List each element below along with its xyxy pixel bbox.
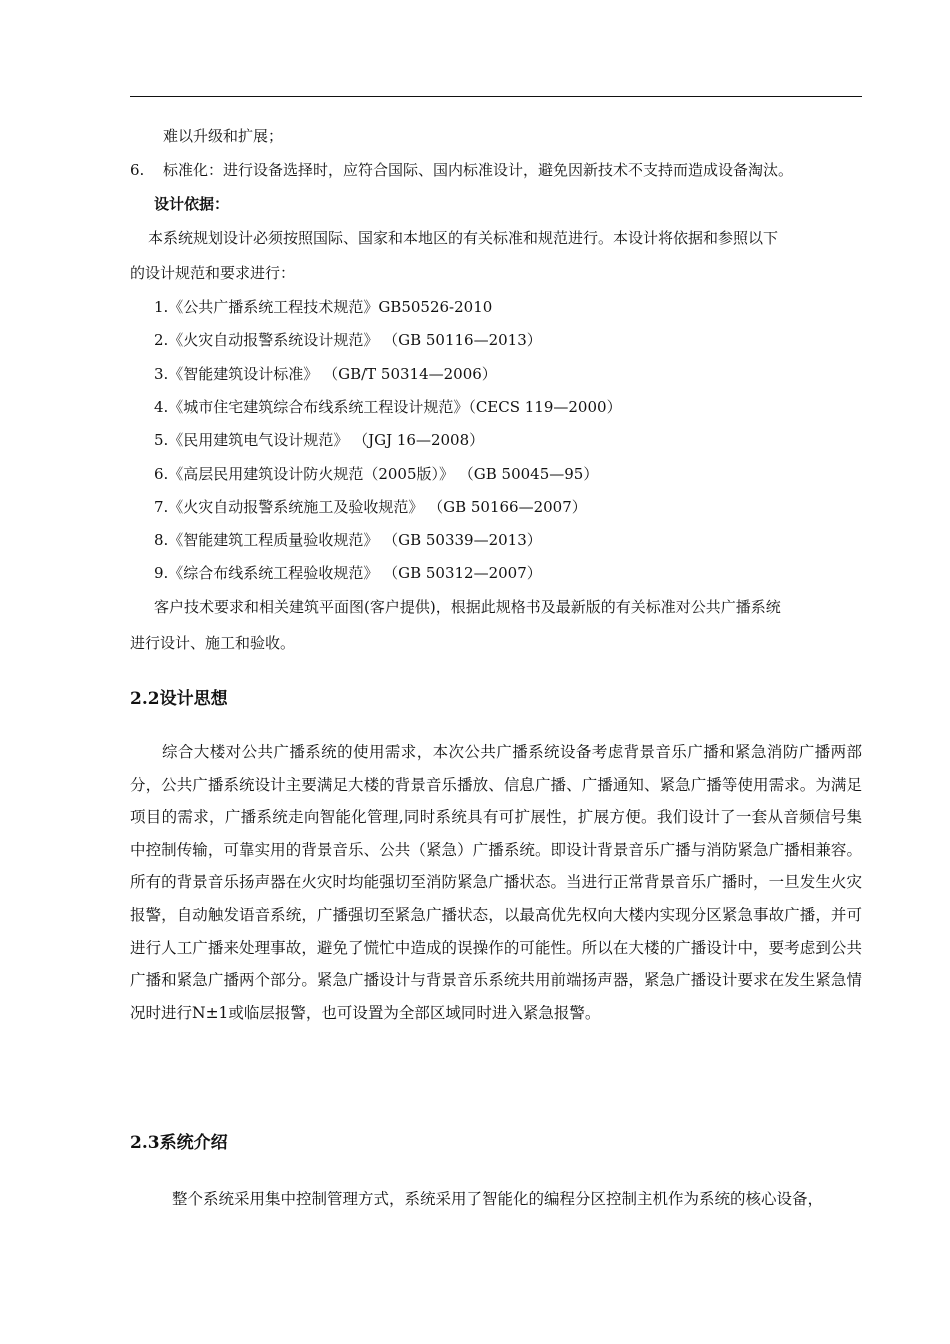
standard-item: 4.《城市住宅建筑综合布线系统工程设计规范》（CECS 119—2000） (154, 398, 622, 416)
design-basis-closing-line-2: 进行设计、施工和验收。 (130, 634, 296, 652)
standard-item: 9.《综合布线系统工程验收规范》 （GB 50312—2007） (154, 564, 542, 582)
standard-item: 5.《民用建筑电气设计规范》 （JGJ 16—2008） (154, 431, 485, 449)
section-2-3-heading: 2.3系统介绍 (130, 1133, 228, 1153)
standard-item: 2.《火灾自动报警系统设计规范》 （GB 50116—2013） (154, 331, 542, 349)
design-basis-intro-line-1: 本系统规划设计必须按照国际、国家和本地区的有关标准和规范进行。本设计将依据和参照以下 (148, 229, 779, 247)
design-basis-closing-line-1: 客户技术要求和相关建筑平面图(客户提供)，根据此规格书及最新版的有关标准对公共广播系统 (154, 598, 781, 616)
section-2-2-body: 综合大楼对公共广播系统的使用需求，本次公共广播系统设备考虑背景音乐广播和紧急消防广播两部分，公共广播系统设计主要满足大楼的背景音乐播放、信息广播、广播通知、紧急广播等使用需求。为满足项目的需求，广播系统走向智能化管理,同时系统具有可扩展性，扩展方便。我们设计了一套从音频信号集中控制传输，可靠实用的背景音乐、公共（紧急）广播系统。即设计背景音乐广播与消防紧急广播相兼容。所有的背景音乐扬声器在火灾时均能强切至消防紧急广播状态。当进行正常背景音乐广播时，一旦发生火灾报警，自动触发语音系统，广播强切至紧急广播状态，以最高优先权向大楼内实现分区紧急事故广播，并可进行人工广播来处理事故，避免了慌忙中造成的误操作的可能性。所以在大楼的广播设计中，要考虑到公共广播和紧急广播两个部分。紧急广播设计与背景音乐系统共用前端扬声器，紧急广播设计要求在发生紧急情况时进行N±1或临层报警，也可设置为全部区域同时进入紧急报警。 (130, 743, 862, 1022)
design-basis-heading: 设计依据： (154, 195, 230, 213)
design-basis-intro-line-2: 的设计规范和要求进行： (130, 264, 296, 282)
header-rule (130, 96, 862, 97)
list-item-text: 标准化：进行设备选择时，应符合国际、国内标准设计，避免因新技术不支持而造成设备淘汰。 (163, 161, 794, 179)
section-2-2-heading: 2.2设计思想 (130, 689, 228, 709)
list-item-number: 6. (130, 161, 145, 179)
standard-item: 3.《智能建筑设计标准》 （GB/T 50314—2006） (154, 365, 497, 383)
standard-item: 6.《高层民用建筑设计防火规范（2005版）》 （GB 50045—95） (154, 465, 599, 483)
standard-item: 7.《火灾自动报警系统施工及验收规范》 （GB 50166—2007） (154, 498, 587, 516)
standard-item: 8.《智能建筑工程质量验收规范》 （GB 50339—2013） (154, 531, 542, 549)
continuation-line: 难以升级和扩展； (163, 127, 284, 145)
standard-item: 1.《公共广播系统工程技术规范》GB50526-2010 (154, 298, 493, 316)
section-2-3-body: 整个系统采用集中控制管理方式，系统采用了智能化的编程分区控制主机作为系统的核心设备， (172, 1190, 824, 1208)
